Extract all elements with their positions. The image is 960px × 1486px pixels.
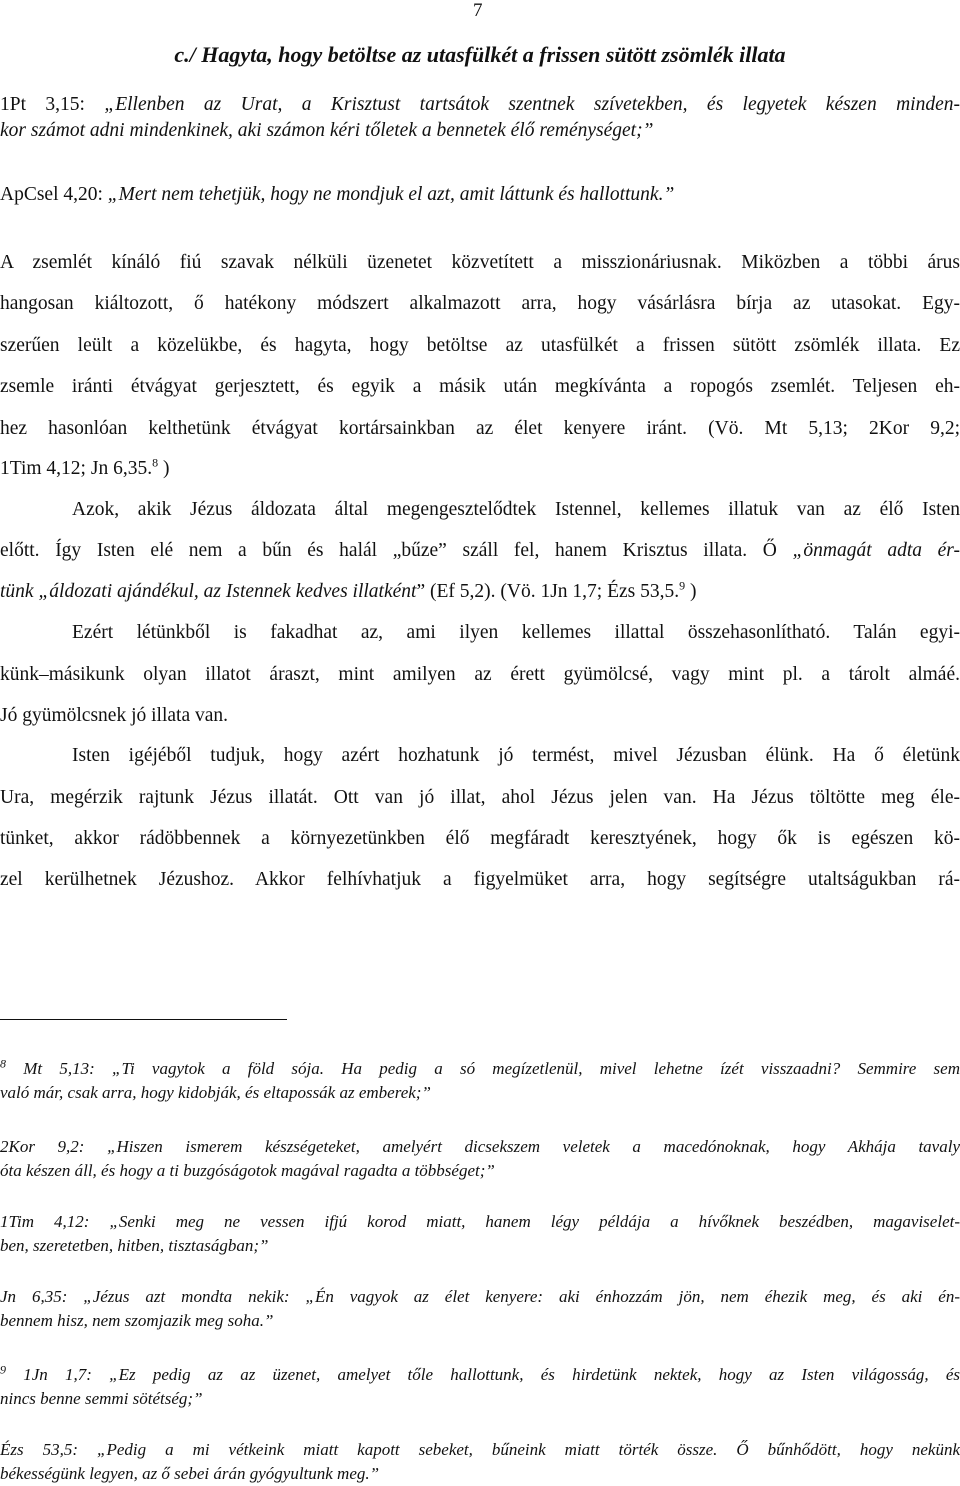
paragraph-2-line-2: előtt. Így Isten elé nem a bűn és halál „bűze” száll fel, hanem Krisztus illata. Ő „önmagát adta ér- xyxy=(0,540,960,561)
footnote-2kor-line-1: 2Kor 9,2: „Hiszen ismerem készségeteket, amelyért dicsekszem veletek a macedónoknak, hogy Akhája tavaly xyxy=(0,1137,960,1156)
footnote-ezs-line-2: békességünk legyen, az ő sebei árán gyógyultunk meg.” xyxy=(0,1464,380,1483)
paragraph-1-line-6: 1Tim 4,12; Jn 6,35.$^8$ ) xyxy=(0,455,170,479)
paragraph-1-line-5: hez hasonlóan kelthetünk étvágyat kortársainkban az élet kenyere iránt. (Vö. Mt 5,13; 2Kor 9,2; xyxy=(0,418,960,439)
paragraph-3-line-3: Jó gyümölcsnek jó illata van. xyxy=(0,705,229,726)
paragraph-2-line-1: Azok, akik Jézus áldozata által megengesztelődtek Istennel, kellemes illatuk van az élő Isten xyxy=(72,499,960,520)
footnote-9-line-2: nincs benne semmi sötétség;” xyxy=(0,1389,203,1408)
footnote-2kor-line-2: óta készen áll, és hogy a ti buzgóságotok magával ragadta a többséget;” xyxy=(0,1161,495,1180)
footnote-ref-9[interactable]: 9 xyxy=(679,578,686,593)
quote-2: ApCsel 4,20: „Mert nem tehetjük, hogy ne mondjuk el azt, amit láttunk és hallottunk.” xyxy=(0,184,675,205)
footnote-8-line-2: való már, csak arra, hogy kidobják, és eltapossák az emberek;” xyxy=(0,1083,431,1102)
footnote-separator xyxy=(0,1019,287,1020)
paragraph-4-line-4: zel kerülhetnek Jézushoz. Akkor felhívhatjuk a figyelmüket arra, hogy segítségre utaltságukban rá- xyxy=(0,869,960,890)
quote-1-line-2: kor számot adni mindenkinek, aki számon kéri tőletek a bennetek élő reménységet;” xyxy=(0,120,654,141)
footnote-1tim-line-2: ben, szeretetben, hitben, tisztaságban;” xyxy=(0,1236,269,1255)
paragraph-4-line-2: Ura, megérzik rajtunk Jézus illatát. Ott van jó illat, ahol Jézus jelen van. Ha Jézus töltötte meg éle- xyxy=(0,787,960,808)
quote-1-ref: 1Pt 3,15: xyxy=(0,94,105,115)
footnote-jn-line-1: Jn 6,35: „Jézus azt mondta nekik: „Én vagyok az élet kenyere: aki énhozzám jön, nem éhezik meg, és aki én- xyxy=(0,1287,960,1306)
footnote-9-line-1: $^9$ 1Jn 1,7: „Ez pedig az az üzenet, amelyet tőle hallottunk, és hirdetünk nektek, hogy az Isten világosság, és xyxy=(0,1362,960,1384)
section-heading: c./ Hagyta, hogy betöltse az utasfülkét a frissen sütött zsömlék illata xyxy=(174,42,786,67)
footnote-8-mark: 8 xyxy=(0,1056,6,1071)
quote-2-ref: ApCsel 4,20: xyxy=(0,184,108,205)
paragraph-4-line-3: tünket, akkor rádöbbennek a környezetünkben élő megfáradt keresztyének, hogy ők is egészen kö- xyxy=(0,828,960,849)
paragraph-1-line-2: hangosan kiáltozott, ő hatékony módszert alkalmazott arra, hogy vásárlásra bírja az utasokat. Egy- xyxy=(0,293,960,314)
paragraph-3-line-2: künk–másikunk olyan illatot áraszt, mint amilyen az érett gyümölcsé, vagy mint pl. a tárolt almáé. xyxy=(0,664,960,685)
paragraph-2-line-3: tünk „áldozati ajándékul, az Istennek kedves illatként” (Ef 5,2). (Vö. 1Jn 1,7; Ézs 53,5.$^9$ ) xyxy=(0,578,697,602)
paragraph-1-line-1: A zsemlét kínáló fiú szavak nélküli üzenetet közvetített a misszionáriusnak. Miközben a többi árus xyxy=(0,252,960,273)
paragraph-3-line-1: Ezért létünkből is fakadhat az, ami ilyen kellemes illattal összehasonlítható. Talán egyi- xyxy=(72,622,960,643)
footnote-1tim-line-1: 1Tim 4,12: „Senki meg ne vessen ifjú korod miatt, hanem légy példája a hívőknek beszédben, magaviselet- xyxy=(0,1212,960,1231)
footnote-8-line-1: $^8$ Mt 5,13: „Ti vagytok a föld sója. Ha pedig a só megízetlenül, mivel lehetne ízét visszaadni? Semmire sem xyxy=(0,1056,960,1078)
footnote-9-mark: 9 xyxy=(0,1362,6,1377)
page-number: 7 xyxy=(473,0,483,21)
footnote-ezs-line-1: Ézs 53,5: „Pedig a mi vétkeink miatt kapott sebeket, bűneink miatt törték össze. Ő bűnhődött, hogy nekünk xyxy=(0,1440,960,1459)
footnote-ref-8[interactable]: 8 xyxy=(152,455,159,470)
footnote-jn-line-2: bennem hisz, nem szomjazik meg soha.” xyxy=(0,1311,274,1330)
paragraph-1-line-3: szerűen leült a közelükbe, és hagyta, hogy betöltse az utasfülkét a frissen sütött zsömlék illata. Ez xyxy=(0,335,960,356)
quote-1-line-1: 1Pt 3,15: „Ellenben az Urat, a Krisztust tartsátok szentnek szívetekben, és legyetek készen minden- xyxy=(0,94,960,115)
paragraph-1-line-4: zsemle iránti étvágyat gerjesztett, és egyik a másik után megkívánta a ropogós zsemlét. Teljesen eh- xyxy=(0,376,960,397)
paragraph-4-line-1: Isten igéjéből tudjuk, hogy azért hozhatunk jó termést, mivel Jézusban élünk. Ha ő életünk xyxy=(72,745,960,766)
